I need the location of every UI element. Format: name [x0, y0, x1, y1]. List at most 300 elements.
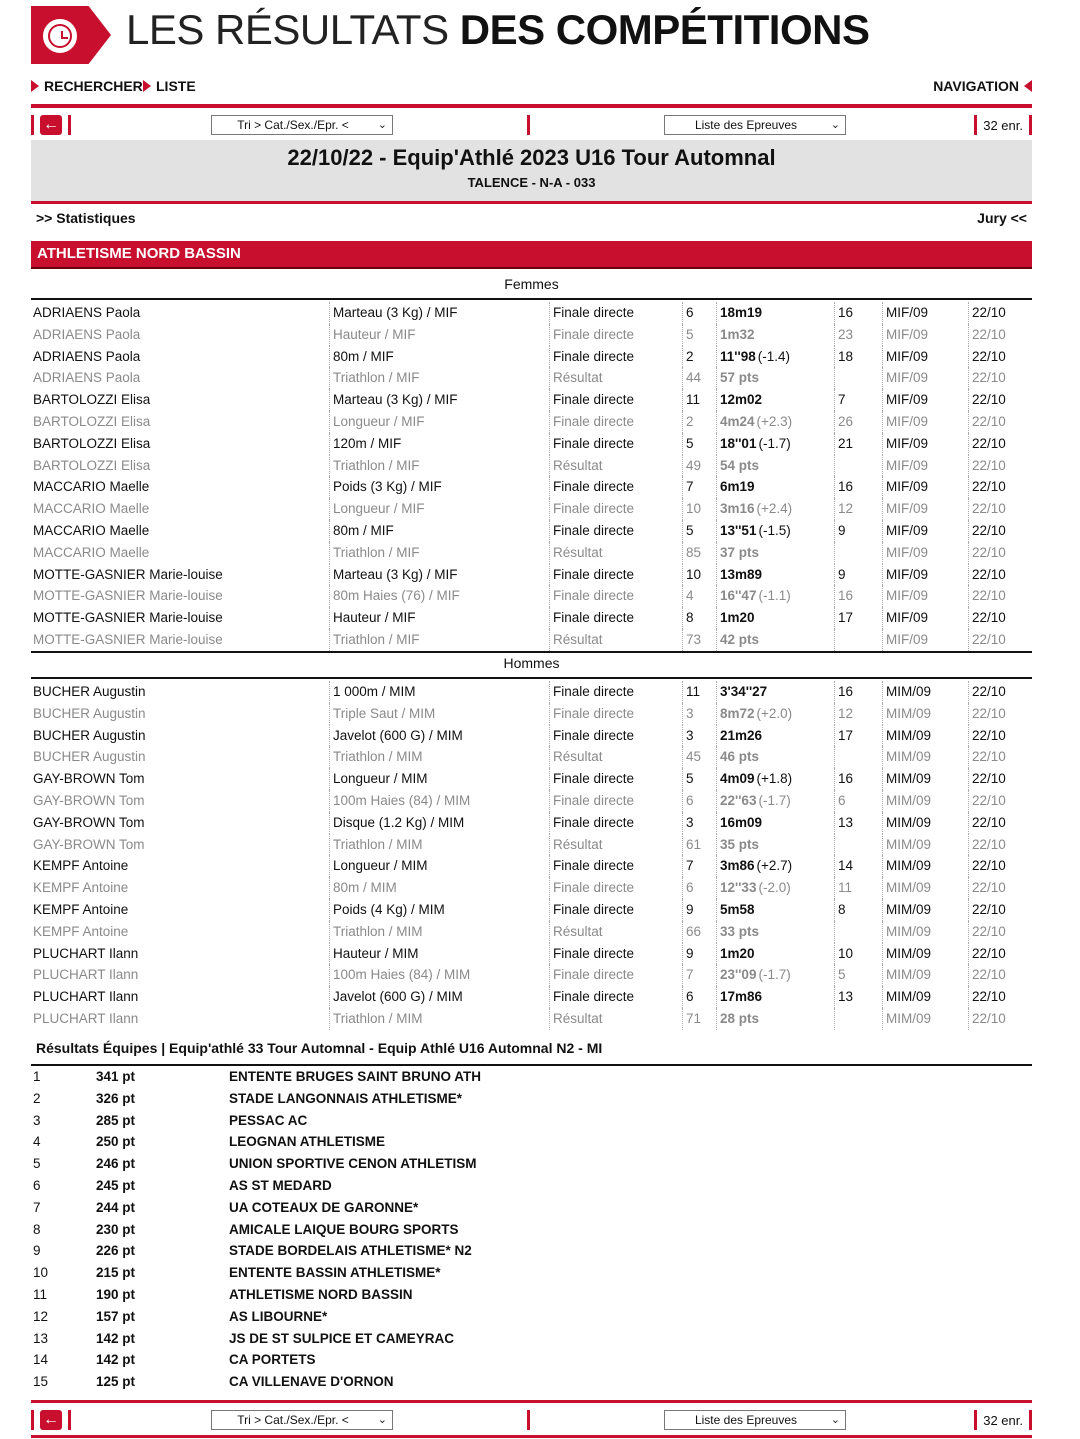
column-divider	[549, 986, 550, 1008]
place: 10	[686, 566, 702, 582]
category: MIF/09	[886, 610, 929, 626]
round-name: Finale directe	[553, 435, 635, 451]
athlete-name[interactable]: BUCHER Augustin	[33, 705, 146, 721]
column-divider	[834, 986, 835, 1008]
column-divider	[834, 367, 835, 389]
events-select[interactable]	[664, 1410, 846, 1430]
round-name: Finale directe	[553, 967, 635, 983]
column-divider	[968, 389, 969, 411]
athlete-name[interactable]: BUCHER Augustin	[33, 749, 146, 765]
column-divider	[834, 324, 835, 346]
performance	[720, 1008, 759, 1030]
category: MIF/09	[886, 370, 929, 386]
event-name[interactable]: 1 000m / MIM	[333, 684, 416, 699]
table-row[interactable]	[31, 389, 1032, 411]
athlete-name[interactable]: GAY-BROWN Tom	[33, 792, 145, 808]
column-divider	[682, 542, 683, 564]
column-divider	[882, 790, 883, 812]
club-name: ATHLETISME NORD BASSIN	[31, 241, 1032, 269]
column-divider	[329, 790, 330, 812]
place: 49	[686, 457, 702, 473]
table-row[interactable]	[31, 703, 1032, 725]
column-divider	[329, 476, 330, 498]
column-divider	[682, 1008, 683, 1030]
divider	[31, 1410, 34, 1430]
events-select[interactable]	[664, 115, 846, 135]
column-divider	[716, 324, 717, 346]
column-divider	[682, 877, 683, 899]
column-divider	[549, 725, 550, 747]
team-row	[31, 1284, 1032, 1306]
arrow-left-icon	[1024, 80, 1032, 92]
table-row[interactable]	[31, 564, 1032, 586]
column-divider	[549, 520, 550, 542]
column-divider	[834, 498, 835, 520]
divider	[31, 651, 1032, 653]
table-row[interactable]	[31, 725, 1032, 747]
column-divider	[716, 564, 717, 586]
column-divider	[882, 855, 883, 877]
chevron-down-icon: ⌄	[830, 1414, 840, 1426]
wind-value: (-2.0)	[758, 880, 791, 896]
navigation-link-label: NAVIGATION	[933, 78, 1019, 94]
place: 44	[686, 370, 702, 386]
toolbar-bottom	[31, 1400, 1032, 1438]
table-row[interactable]	[31, 498, 1032, 520]
table-row[interactable]	[31, 367, 1032, 389]
table-row[interactable]	[31, 476, 1032, 498]
table-row[interactable]	[31, 585, 1032, 607]
date: 22/10	[972, 348, 1006, 364]
athlete-name[interactable]: MACCARIO Maelle	[33, 544, 150, 560]
performance-value: 3m86	[720, 858, 755, 874]
column-divider	[834, 768, 835, 790]
table-row[interactable]	[31, 790, 1032, 812]
column-divider	[549, 877, 550, 899]
round-name: Résultat	[553, 457, 603, 473]
column-divider	[549, 746, 550, 768]
navigation-link[interactable]	[933, 78, 1032, 94]
search-link[interactable]	[31, 78, 143, 94]
back-button[interactable]: ←	[40, 115, 62, 135]
column-divider	[549, 703, 550, 725]
column-divider	[834, 455, 835, 477]
athlete-name[interactable]: KEMPF Antoine	[33, 901, 129, 917]
table-row[interactable]	[31, 899, 1032, 921]
record-count	[974, 1410, 1032, 1430]
column-divider	[716, 607, 717, 629]
team-points: 245 pt	[96, 1177, 136, 1193]
date: 22/10	[972, 392, 1006, 408]
athlete-name[interactable]: MACCARIO Maelle	[33, 479, 150, 495]
table-row[interactable]	[31, 877, 1032, 899]
performance	[720, 389, 762, 411]
performance-value: 13m89	[720, 566, 763, 582]
team-points: 142 pt	[96, 1352, 136, 1368]
toolbar-top	[31, 104, 1032, 136]
column-divider	[968, 768, 969, 790]
team-points: 190 pt	[96, 1286, 136, 1302]
category: MIM/09	[886, 989, 932, 1005]
team-row	[31, 1110, 1032, 1132]
column-divider	[549, 542, 550, 564]
table-row[interactable]	[31, 607, 1032, 629]
athlete-name[interactable]: MOTTE-GASNIER Marie-louise	[33, 631, 223, 647]
team-points: 142 pt	[96, 1330, 136, 1346]
team-rank: 7	[33, 1199, 41, 1215]
athlete-name[interactable]: GAY-BROWN Tom	[33, 771, 145, 787]
table-row[interactable]	[31, 1008, 1032, 1030]
column-divider	[549, 367, 550, 389]
table-row[interactable]	[31, 411, 1032, 433]
category: MIF/09	[886, 392, 929, 408]
performance-value: 1m32	[720, 326, 755, 342]
events-select-value: Liste des Epreuves	[694, 1413, 798, 1427]
performance-value: 6m19	[720, 479, 755, 495]
column-divider	[968, 629, 969, 651]
column-divider	[882, 542, 883, 564]
column-divider	[834, 520, 835, 542]
points: 13	[838, 989, 854, 1005]
table-row[interactable]	[31, 855, 1032, 877]
column-divider	[968, 1008, 969, 1030]
table-row[interactable]	[31, 324, 1032, 346]
wind-value: (+2.7)	[756, 858, 793, 874]
column-divider	[968, 455, 969, 477]
column-divider	[329, 389, 330, 411]
category: MIF/09	[886, 566, 929, 582]
date: 22/10	[972, 858, 1006, 874]
athlete-name[interactable]: BARTOLOZZI Elisa	[33, 457, 151, 473]
performance	[720, 607, 755, 629]
athlete-name[interactable]: PLUCHART Ilann	[33, 1010, 139, 1026]
athlete-name[interactable]: KEMPF Antoine	[33, 880, 129, 896]
round-name: Finale directe	[553, 305, 635, 320]
competition-subtitle: TALENCE - N-A - 033	[467, 175, 596, 190]
performance-value: 3m16	[720, 501, 755, 517]
column-divider	[716, 834, 717, 856]
round-name: Finale directe	[553, 522, 635, 538]
column-divider	[882, 324, 883, 346]
category: MIM/09	[886, 880, 932, 896]
back-button[interactable]: ←	[40, 1410, 62, 1430]
divider	[31, 677, 1032, 679]
column-divider	[682, 498, 683, 520]
divider	[527, 115, 530, 135]
team-points: 326 pt	[96, 1090, 136, 1106]
sort-select[interactable]	[211, 115, 393, 135]
event-name[interactable]: Marteau (3 Kg) / MIF	[333, 392, 458, 408]
date: 22/10	[972, 413, 1006, 429]
athlete-name[interactable]: BUCHER Augustin	[33, 727, 146, 743]
column-divider	[682, 943, 683, 965]
wind-value: (-1.7)	[758, 435, 791, 451]
performance	[720, 703, 792, 725]
event-name[interactable]: Triathlon / MIF	[333, 544, 420, 560]
event-name[interactable]: Triathlon / MIM	[333, 923, 423, 939]
performance-value: 16''47	[720, 588, 757, 604]
column-divider	[549, 629, 550, 651]
table-row[interactable]	[31, 986, 1032, 1008]
column-divider	[882, 986, 883, 1008]
round-name: Finale directe	[553, 501, 635, 517]
event-name[interactable]: Javelot (600 G) / MIM	[333, 727, 463, 743]
list-link[interactable]	[143, 78, 196, 94]
team-points: 244 pt	[96, 1199, 136, 1215]
performance-value: 42 pts	[720, 631, 760, 647]
sort-select[interactable]	[211, 1410, 393, 1430]
place: 45	[686, 749, 702, 765]
event-name[interactable]: Triathlon / MIF	[333, 631, 420, 647]
column-divider	[882, 681, 883, 703]
column-divider	[549, 1008, 550, 1030]
column-divider	[834, 855, 835, 877]
column-divider	[716, 498, 717, 520]
date: 22/10	[972, 749, 1006, 765]
column-divider	[329, 725, 330, 747]
event-name[interactable]: Poids (3 Kg) / MIF	[333, 479, 442, 495]
date: 22/10	[972, 457, 1006, 473]
record-count	[974, 115, 1032, 135]
divider	[1029, 115, 1032, 135]
team-points: 341 pt	[96, 1069, 136, 1084]
athlete-name[interactable]: KEMPF Antoine	[33, 923, 129, 939]
column-divider	[882, 921, 883, 943]
performance-value: 4m24	[720, 413, 755, 429]
column-divider	[968, 367, 969, 389]
page-title	[126, 6, 869, 54]
event-name[interactable]: Triathlon / MIM	[333, 1010, 423, 1026]
column-divider	[682, 986, 683, 1008]
column-divider	[682, 520, 683, 542]
athlete-name[interactable]: GAY-BROWN Tom	[33, 836, 145, 852]
column-divider	[549, 324, 550, 346]
points: 23	[838, 326, 854, 342]
points: 16	[838, 771, 854, 787]
table-row[interactable]	[31, 812, 1032, 834]
column-divider	[329, 607, 330, 629]
athlete-name[interactable]: BARTOLOZZI Elisa	[33, 392, 151, 408]
event-name[interactable]: Triathlon / MIF	[333, 370, 420, 386]
team-points: 125 pt	[96, 1374, 136, 1390]
table-row[interactable]	[31, 302, 1032, 324]
column-divider	[329, 1008, 330, 1030]
date: 22/10	[972, 544, 1006, 560]
athlete-name[interactable]: PLUCHART Ilann	[33, 945, 139, 961]
place: 73	[686, 631, 702, 647]
column-divider	[834, 389, 835, 411]
column-divider	[968, 520, 969, 542]
arrow-right-icon	[143, 80, 151, 92]
date: 22/10	[972, 836, 1006, 852]
event-name[interactable]: Longueur / MIM	[333, 771, 428, 787]
athlete-name[interactable]: ADRIAENS Paola	[33, 305, 141, 320]
athlete-name[interactable]: MOTTE-GASNIER Marie-louise	[33, 566, 223, 582]
category: MIM/09	[886, 858, 932, 874]
round-name: Finale directe	[553, 727, 635, 743]
points: 11	[838, 880, 853, 896]
place: 11	[686, 684, 701, 699]
performance-value: 13''51	[720, 522, 757, 538]
column-divider	[682, 703, 683, 725]
team-rank: 12	[33, 1308, 49, 1324]
points: 17	[838, 727, 854, 743]
event-name[interactable]: Hauteur / MIF	[333, 610, 416, 626]
column-divider	[329, 520, 330, 542]
date: 22/10	[972, 631, 1006, 647]
athlete-name[interactable]: MACCARIO Maelle	[33, 522, 150, 538]
athlete-name[interactable]: BUCHER Augustin	[33, 684, 146, 699]
event-name[interactable]: 100m Haies (84) / MIM	[333, 792, 471, 808]
table-row[interactable]	[31, 681, 1032, 703]
event-name[interactable]: Poids (4 Kg) / MIM	[333, 901, 445, 917]
team-club: UA COTEAUX DE GARONNE*	[229, 1199, 419, 1215]
column-divider	[329, 943, 330, 965]
event-name[interactable]: Marteau (3 Kg) / MIF	[333, 305, 458, 320]
jury-link[interactable]: Jury <<	[977, 210, 1027, 226]
table-row[interactable]	[31, 943, 1032, 965]
event-name[interactable]: Disque (1.2 Kg) / MIM	[333, 814, 465, 830]
table-row[interactable]	[31, 346, 1032, 368]
event-name[interactable]: Longueur / MIM	[333, 858, 428, 874]
performance-value: 12m02	[720, 392, 763, 408]
performance	[720, 681, 767, 703]
category: MIF/09	[886, 348, 929, 364]
event-name[interactable]: 80m / MIM	[333, 880, 397, 896]
performance	[720, 986, 762, 1008]
column-divider	[968, 790, 969, 812]
event-name[interactable]: Longueur / MIF	[333, 501, 425, 517]
table-row[interactable]	[31, 629, 1032, 651]
athlete-name[interactable]: ADRIAENS Paola	[33, 326, 141, 342]
table-row[interactable]	[31, 542, 1032, 564]
table-row[interactable]	[31, 834, 1032, 856]
column-divider	[716, 899, 717, 921]
column-divider	[716, 964, 717, 986]
team-club: ENTENTE BASSIN ATHLETISME*	[229, 1265, 441, 1281]
stats-link[interactable]: >> Statistiques	[36, 210, 136, 226]
table-row[interactable]	[31, 455, 1032, 477]
event-name[interactable]: Triathlon / MIM	[333, 836, 423, 852]
column-divider	[329, 768, 330, 790]
date: 22/10	[972, 792, 1006, 808]
column-divider	[682, 921, 683, 943]
chevron-down-icon: ⌄	[377, 119, 387, 131]
athlete-name[interactable]: MOTTE-GASNIER Marie-louise	[33, 588, 223, 604]
event-name[interactable]: 80m Haies (76) / MIF	[333, 588, 460, 604]
athlete-name[interactable]: ADRIAENS Paola	[33, 348, 141, 364]
athlete-name[interactable]: BARTOLOZZI Elisa	[33, 413, 151, 429]
event-name[interactable]: Javelot (600 G) / MIM	[333, 989, 463, 1005]
column-divider	[682, 899, 683, 921]
column-divider	[882, 411, 883, 433]
athlete-name[interactable]: PLUCHART Ilann	[33, 989, 139, 1005]
place: 6	[686, 792, 694, 808]
event-name[interactable]: Triathlon / MIF	[333, 457, 420, 473]
event-name[interactable]: Triathlon / MIM	[333, 749, 423, 765]
date: 22/10	[972, 501, 1006, 517]
column-divider	[716, 629, 717, 651]
performance-value: 35 pts	[720, 836, 760, 852]
column-divider	[834, 607, 835, 629]
column-divider	[882, 899, 883, 921]
event-name[interactable]: Hauteur / MIF	[333, 326, 416, 342]
performance	[720, 367, 759, 389]
event-name[interactable]: Triple Saut / MIM	[333, 705, 436, 721]
category: MIF/09	[886, 413, 929, 429]
column-divider	[549, 834, 550, 856]
column-divider	[682, 964, 683, 986]
team-row	[31, 1131, 1032, 1153]
date: 22/10	[972, 967, 1006, 983]
round-name: Résultat	[553, 1010, 603, 1026]
column-divider	[716, 703, 717, 725]
points: 12	[838, 705, 854, 721]
athlete-name[interactable]: PLUCHART Ilann	[33, 967, 139, 983]
performance-value: 46 pts	[720, 749, 760, 765]
table-row[interactable]	[31, 768, 1032, 790]
table-row[interactable]	[31, 433, 1032, 455]
athlete-name[interactable]: MACCARIO Maelle	[33, 501, 150, 517]
table-row[interactable]	[31, 746, 1032, 768]
round-name: Résultat	[553, 923, 603, 939]
event-name[interactable]: Hauteur / MIM	[333, 945, 419, 961]
column-divider	[682, 725, 683, 747]
athlete-name[interactable]: BARTOLOZZI Elisa	[33, 435, 151, 451]
athlete-name[interactable]: MOTTE-GASNIER Marie-louise	[33, 610, 223, 626]
event-name[interactable]: 80m / MIF	[333, 348, 394, 364]
event-name[interactable]: 100m Haies (84) / MIM	[333, 967, 471, 983]
wind-value: (+2.4)	[756, 501, 793, 517]
athlete-name[interactable]: GAY-BROWN Tom	[33, 814, 145, 830]
athlete-name[interactable]: KEMPF Antoine	[33, 858, 129, 874]
performance	[720, 324, 755, 346]
table-row[interactable]	[31, 520, 1032, 542]
wind-value: (-1.5)	[758, 522, 791, 538]
athlete-name[interactable]: ADRIAENS Paola	[33, 370, 141, 386]
column-divider	[549, 498, 550, 520]
stopwatch-icon[interactable]	[31, 6, 111, 64]
stats-row	[31, 210, 1032, 230]
column-divider	[549, 476, 550, 498]
points: 21	[838, 435, 854, 451]
team-row	[31, 1175, 1032, 1197]
place: 61	[686, 836, 702, 852]
event-name[interactable]: 80m / MIF	[333, 522, 394, 538]
place: 4	[686, 588, 694, 604]
event-name[interactable]: 120m / MIF	[333, 435, 402, 451]
column-divider	[716, 585, 717, 607]
team-row	[31, 1371, 1032, 1393]
column-divider	[329, 877, 330, 899]
column-divider	[882, 746, 883, 768]
event-name[interactable]: Marteau (3 Kg) / MIF	[333, 566, 458, 582]
table-row[interactable]	[31, 921, 1032, 943]
place: 5	[686, 326, 694, 342]
performance-value: 4m09	[720, 771, 755, 787]
column-divider	[682, 433, 683, 455]
team-results	[31, 1066, 1032, 1393]
date: 22/10	[972, 610, 1006, 626]
column-divider	[834, 899, 835, 921]
column-divider	[834, 302, 835, 324]
team-club: AS ST MEDARD	[229, 1177, 332, 1193]
table-row[interactable]	[31, 964, 1032, 986]
team-club: STADE LANGONNAIS ATHLETISME*	[229, 1090, 463, 1106]
column-divider	[716, 921, 717, 943]
column-divider	[882, 812, 883, 834]
event-name[interactable]: Longueur / MIF	[333, 413, 425, 429]
